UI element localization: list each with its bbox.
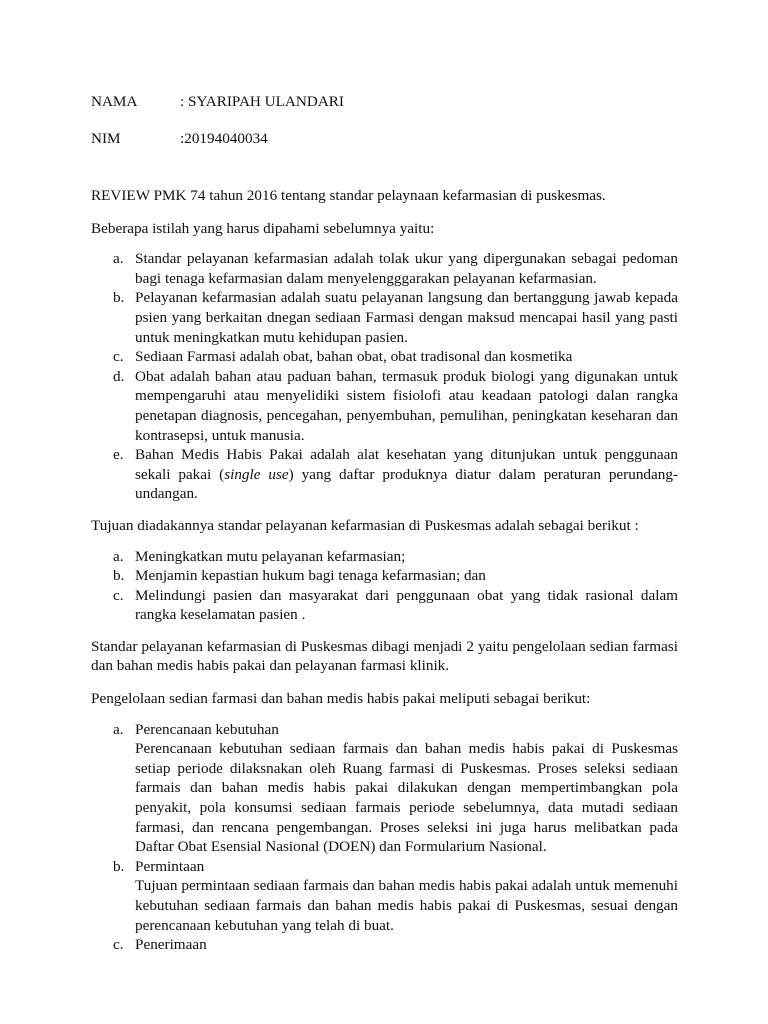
management-list — [91, 720, 678, 955]
list-item — [91, 249, 678, 288]
list-item-text: Pelayanan kefarmasian adalah suatu pelayanan langsung dan bertanggung jawab kepada psien yang berkaitan dnegan sediaan Farmasi dengan maksud mencapai hasil yang pasti untuk meningkatkan mutu kehidupan pasien. — [135, 289, 678, 346]
list-marker: c. — [113, 936, 124, 954]
management-intro: Pengelolaan sedian farmasi dan bahan medis habis pakai meliputi sebagai berikut: — [91, 690, 591, 708]
list-marker: a. — [113, 250, 124, 268]
list-item — [91, 445, 678, 504]
list-marker: d. — [113, 367, 125, 385]
terms-list — [91, 249, 678, 504]
list-item-heading: Perencanaan kebutuhan — [135, 720, 279, 738]
division-paragraph: Standar pelayanan kefarmasian di Puskesmas dibagi menjadi 2 yaitu pengelolaan sedian farmasi dan bahan medis habis pakai dan pelayanan farmasi klinik. — [91, 637, 678, 675]
goals-list — [91, 547, 678, 625]
nim-value: :20194040034 — [180, 130, 268, 147]
list-item — [91, 720, 678, 857]
list-item — [91, 586, 678, 625]
list-marker: a. — [113, 720, 124, 738]
list-item-body: Tujuan permintaan sediaan farmais dan bahan medis habis pakai adalah untuk memenuhi kebutuhan sediaan farmais dan bahan medis habis pakai di Puskesmas, sesuai dengan perencanaan kebutuhan yang telah di buat. — [135, 877, 678, 934]
terms-intro: Beberapa istilah yang harus dipahami sebelumnya yaitu: — [91, 219, 435, 237]
list-item — [91, 288, 678, 347]
list-marker: c. — [113, 586, 124, 604]
list-item-text — [135, 446, 678, 502]
list-item — [91, 367, 678, 445]
name-row — [91, 92, 678, 112]
list-item-text: Meningkatkan mutu pelayanan kefarmasian; — [135, 547, 406, 565]
list-item — [91, 347, 678, 367]
italic-term: single use — [224, 465, 289, 483]
list-item — [91, 857, 678, 935]
nim-label: NIM — [91, 130, 121, 147]
list-item — [91, 935, 678, 955]
list-marker: b. — [113, 567, 125, 585]
text-after: ) yang daftar produknya diatur dalam peraturan perundang-undangan. — [135, 465, 678, 503]
list-item — [91, 547, 678, 567]
name-label: NAMA — [91, 93, 138, 110]
list-marker: b. — [113, 289, 125, 307]
list-item-text: Melindungi pasien dan masyarakat dari penggunaan obat yang tidak rasional dalam rangka keselamatan pasien . — [135, 586, 678, 624]
list-marker: b. — [113, 857, 125, 875]
list-item-text: Standar pelayanan kefarmasian adalah tolak ukur yang dipergunakan sebagai pedoman bagi tenaga kefarmasian dalam menyelengggarakan pelayanan kefarmasian. — [135, 250, 678, 287]
list-marker: a. — [113, 547, 124, 565]
list-item-text: Obat adalah bahan atau paduan bahan, termasuk produk biologi yang digunakan untuk mempengaruhi atau menyelidiki sistem fisiolofi atau keadaan patologi dalan rangka penetapan diagnosis, pencegahan, penyembuhan, pemulihan, peningkatan keseharan dan kontrasepsi, untuk manusia. — [135, 367, 678, 444]
list-marker: c. — [113, 348, 124, 366]
nim-row — [91, 129, 678, 149]
review-title: REVIEW PMK 74 tahun 2016 tentang standar pelaynaan kefarmasian di puskesmas. — [91, 187, 606, 204]
list-marker: e. — [113, 446, 124, 464]
list-item — [91, 566, 678, 586]
list-item-text: Menjamin kepastian hukum bagi tenaga kefarmasian; dan — [135, 567, 486, 585]
list-item-heading: Permintaan — [135, 857, 205, 875]
list-item-body: Perencanaan kebutuhan sediaan farmais dan bahan medis habis pakai di Puskesmas setiap periode dilaksnakan oleh Ruang farmasi di Puskesmas. Proses seleksi sediaan farmais dan bahan medis habis pakai dilakukan dengan mempertimbangkan pola penyakit, pola konsumsi sediaan farmais periode sebelumnya, data mutadi sediaan farmasi, dan rencana pengembangan. Proses seleksi ini juga harus melibatkan pada Daftar Obat Esensial Nasional (DOEN) dan Formularium Nasional. — [135, 740, 678, 856]
name-value: : SYARIPAH ULANDARI — [180, 93, 344, 110]
list-item-heading: Penerimaan — [135, 936, 207, 954]
list-item-text: Sediaan Farmasi adalah obat, bahan obat, obat tradisonal dan kosmetika — [135, 348, 573, 366]
text-before: Bahan Medis Habis Pakai adalah alat kesehatan yang ditunjukan untuk penggunaan sekali pakai ( — [135, 446, 678, 483]
goals-intro: Tujuan diadakannya standar pelayanan kefarmasian di Puskesmas adalah sebagai berikut : — [91, 516, 639, 534]
